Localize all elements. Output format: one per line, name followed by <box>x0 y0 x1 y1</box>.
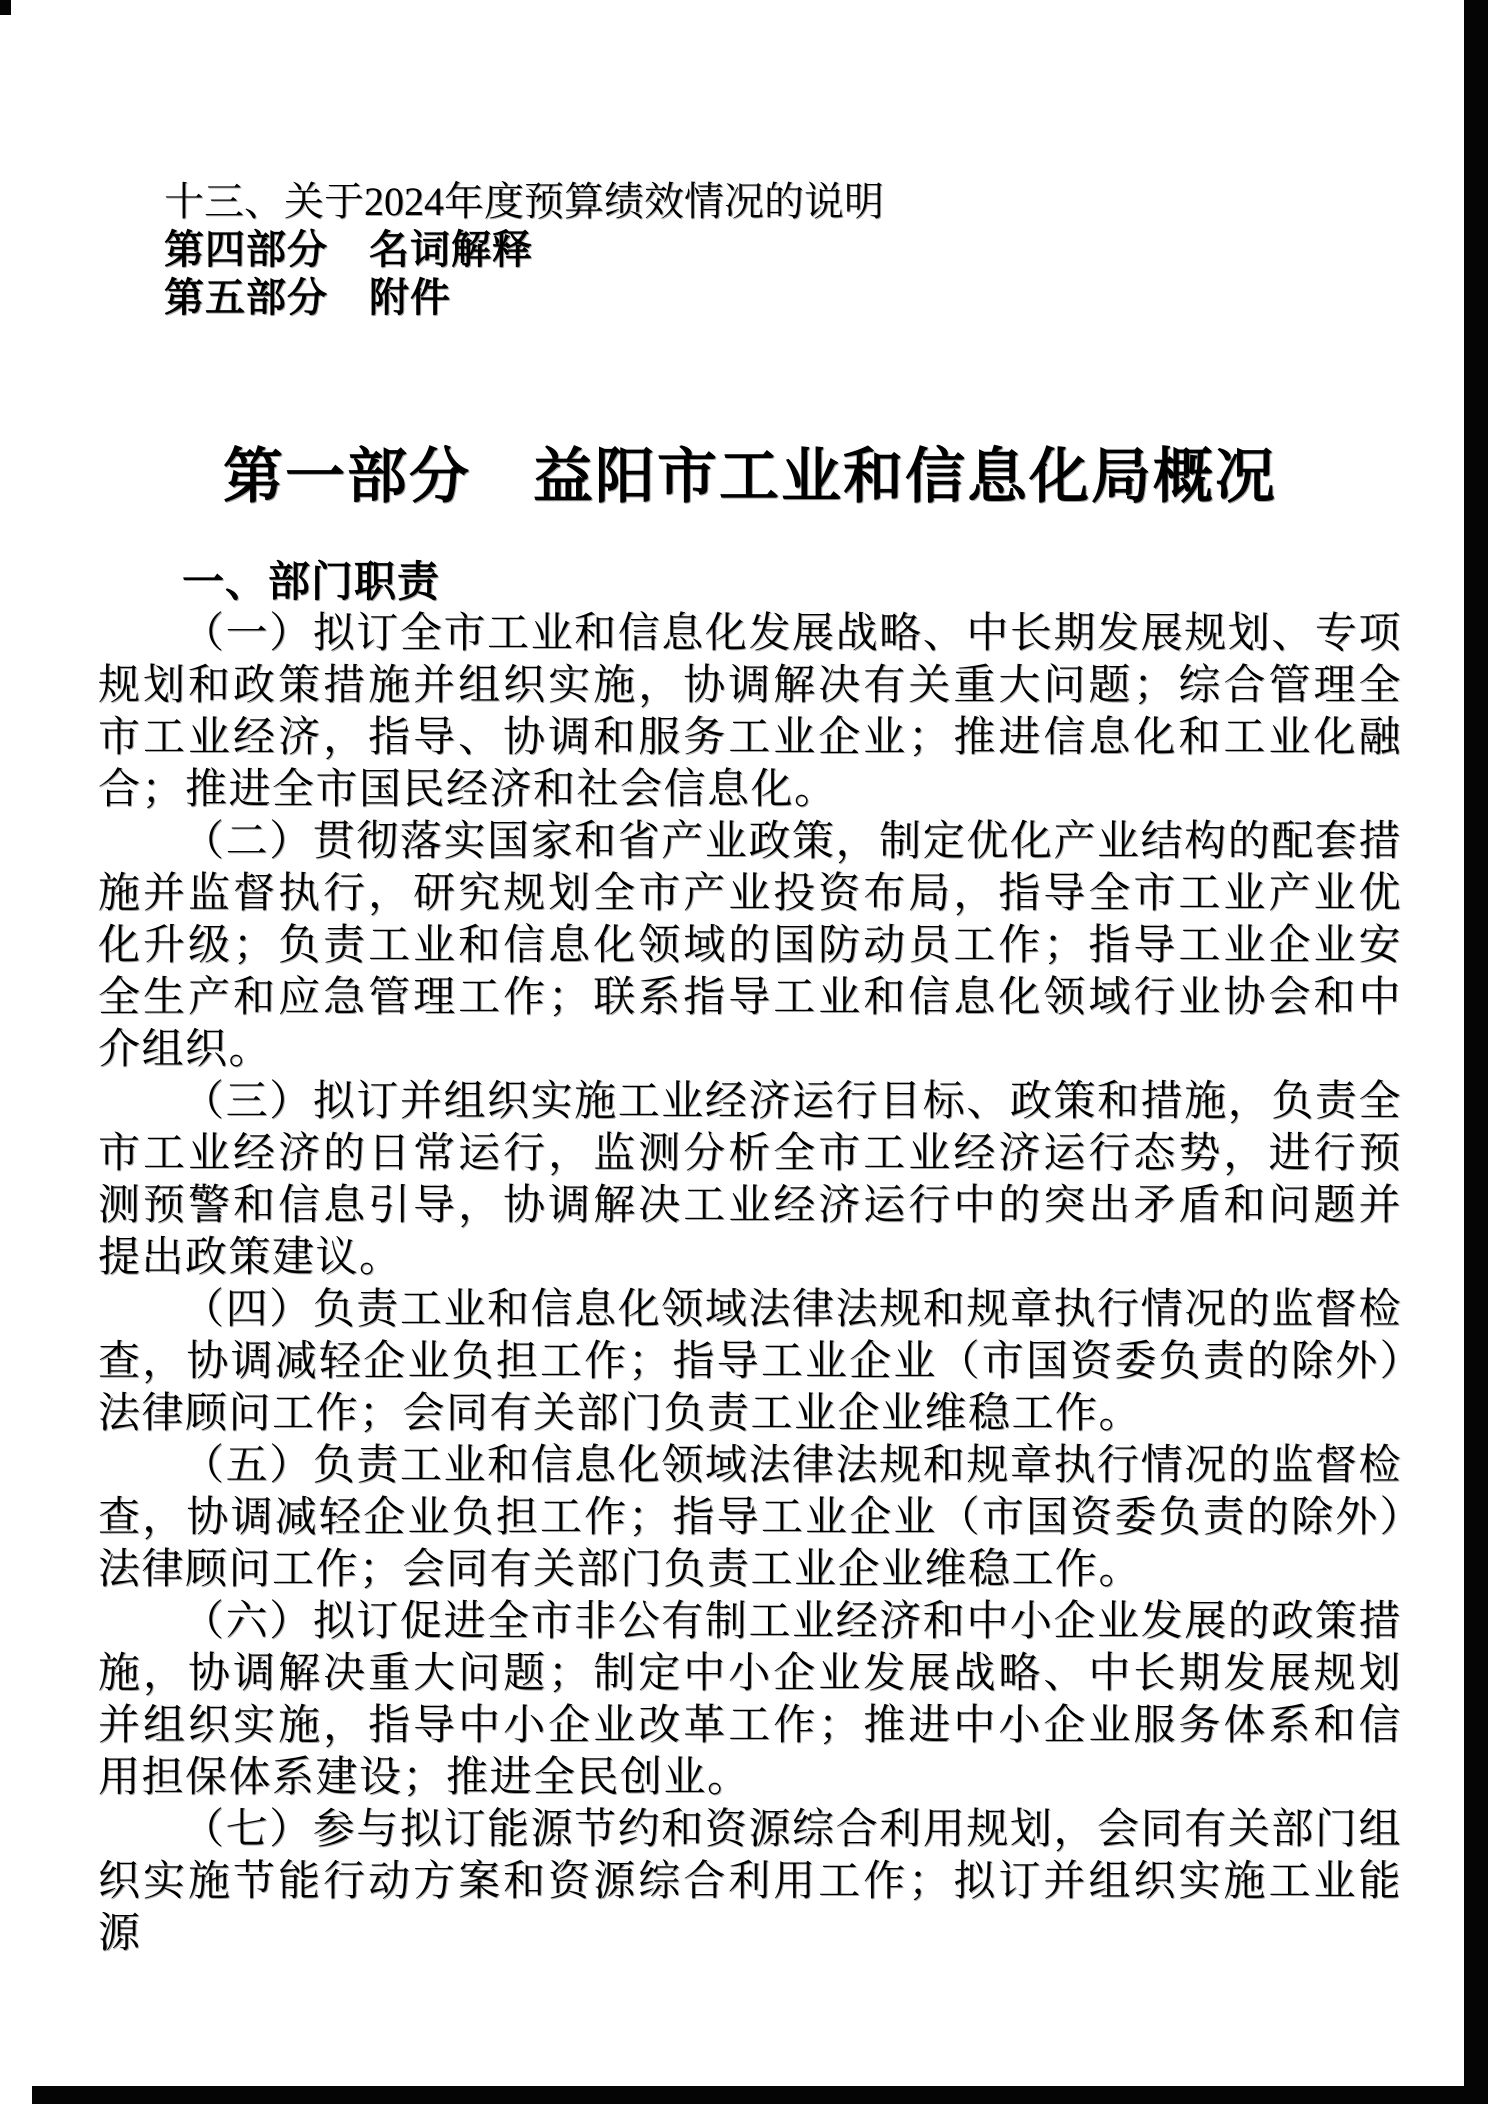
toc-part-4: 第四部分 名词解释 <box>164 227 533 273</box>
paragraph-5: （五）负责工业和信息化领域法律法规和规章执行情况的监督检查，协调减轻企业负担工作；指导工业企业（市国资委负责的除外）法律顾问工作；会同有关部门负责工业企业维稳工作。 <box>98 1443 1402 1593</box>
part-one-title: 第一部分 益阳市工业和信息化局概况 <box>223 442 1277 512</box>
page-content <box>98 178 1402 1960</box>
duties-body <box>98 608 1402 1960</box>
scan-artifact-top-left <box>0 0 11 15</box>
table-of-contents-tail <box>164 178 1402 322</box>
paragraph-3: （三）拟订并组织实施工业经济运行目标、政策和措施，负责全市工业经济的日常运行，监测分析全市工业经济运行态势，进行预测预警和信息引导，协调解决工业经济运行中的突出矛盾和问题并提出政策建议。 <box>98 1079 1402 1281</box>
paragraph-7-truncated: （七）参与拟订能源节约和资源综合利用规划，会同有关部门组织实施节能行动方案和资源综合利用工作；拟订并组织实施工业能源 <box>98 1807 1402 1957</box>
toc-part-5: 第五部分 附件 <box>164 275 451 321</box>
paragraph-6: （六）拟订促进全市非公有制工业经济和中小企业发展的政策措施，协调解决重大问题；制定中小企业发展战略、中长期发展规划并组织实施，指导中小企业改革工作；推进中小企业服务体系和信用担保体系建设；推进全民创业。 <box>98 1599 1402 1801</box>
scan-artifact-bottom-edge <box>32 2086 1488 2104</box>
section-heading-duties: 一、部门职责 <box>182 557 441 606</box>
paragraph-2: （二）贯彻落实国家和省产业政策，制定优化产业结构的配套措施并监督执行，研究规划全市产业投资布局，指导全市工业产业优化升级；负责工业和信息化领域的国防动员工作；指导工业企业安全生产和应急管理工作；联系指导工业和信息化领域行业协会和中介组织。 <box>98 819 1402 1073</box>
toc-item-13: 十三、关于2024年度预算绩效情况的说明 <box>164 179 884 224</box>
paragraph-1: （一）拟订全市工业和信息化发展战略、中长期发展规划、专项规划和政策措施并组织实施，协调解决有关重大问题；综合管理全市工业经济，指导、协调和服务工业企业；推进信息化和工业化融合；推进全市国民经济和社会信息化。 <box>98 611 1402 813</box>
paragraph-4: （四）负责工业和信息化领域法律法规和规章执行情况的监督检查，协调减轻企业负担工作；指导工业企业（市国资委负责的除外）法律顾问工作；会同有关部门负责工业企业维稳工作。 <box>98 1287 1402 1437</box>
scan-artifact-right-edge <box>1464 0 1488 2104</box>
